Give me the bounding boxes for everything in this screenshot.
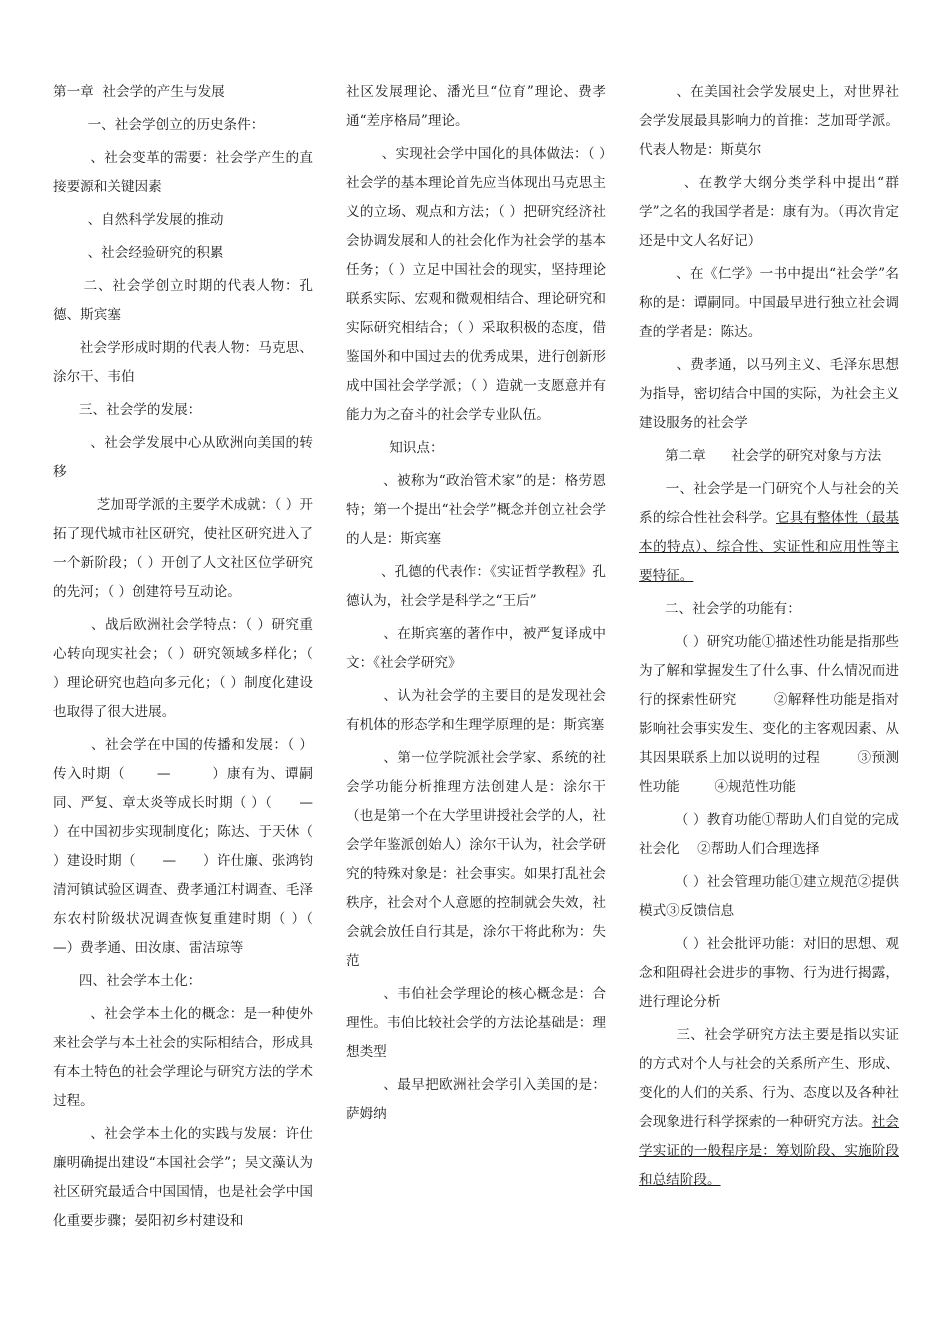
paragraph: 、实现社会学中国化的具体做法：（ ）社会学的基本理论首先应当体现出马克思主义的立场、观点和方法；（ ）把研究经济社会协调发展和人的社会化作为社会学的基本任务；（ ）立足中国社会的现实，坚持理论联系实际、宏观和微观相结合、理论研究和实际研究相结合；（ ）采取积极的态度，借鉴国外和中国过去的优秀成果，进行创新形成中国社会学学派；（ ）造就一支愿意并有能力为之奋斗的社会学专业队伍。 <box>346 146 606 423</box>
paragraph: 三、社会学的发展： <box>53 402 202 418</box>
paragraph: 、社会学本土化的实践与发展：许仕廉明确提出建设“本国社会学”；吴文藻认为社区研究最适合中国国情，也是社会学中国化重要步骤；晏阳初乡村建设和 <box>53 1126 313 1229</box>
paragraph: 一、社会学创立的历史条件： <box>53 117 265 133</box>
paragraph: 芝加哥学派的主要学术成就：（ ）开拓了现代城市社区研究，使社区研究进入了一个新阶段；（ ）开创了人文社区位学研究的先河；（ ）创建符号互动论。 <box>53 497 313 600</box>
paragraph: 二、社会学创立时期的代表人物：孔德、斯宾塞 <box>53 278 314 323</box>
knowledge-points-heading: 知识点： <box>346 440 444 456</box>
paragraph: 、社会学发展中心从欧洲向美国的转移 <box>53 435 313 480</box>
paragraph: （ ）社会批评功能：对旧的思想、观念和阻碍社会进步的事物、行为进行揭露，进行理论分析 <box>639 936 899 1010</box>
paragraph: （ ）社会管理功能①建立规范②提供模式③反馈信息 <box>639 874 899 919</box>
paragraph: （ ）研究功能①描述性功能是指那些为了解和掌握发生了什么事、什么情况而进行的探索性研究 ②解释性功能是指对影响社会事实发生、变化的主客观因素、从其因果联系上加以说明的过程 ③预测性功能 ④规范性功能 <box>639 634 899 795</box>
paragraph: 、孔德的代表作：《实证哲学教程》孔德认为，社会学是科学之“王后” <box>346 564 606 609</box>
paragraph: 、在斯宾塞的著作中，被严复译成中文：《社会学研究》 <box>346 626 606 671</box>
paragraph: 、费孝通，以马列主义、毛泽东思想为指导，密切结合中国的实际，为社会主义建设服务的社会学 <box>639 357 899 431</box>
underlined-text: 它具有整体性（最基本的特点）、综合性、实证性和应用性等主要特征。 <box>639 510 900 584</box>
paragraph: 、在教学大纲分类学科中提出“群学”之名的我国学者是：康有为。（再次肯定还是中文人名好记） <box>639 175 899 249</box>
paragraph: 、社会变革的需要：社会学产生的直接要源和关键因素 <box>53 150 313 195</box>
paragraph: （ ）教育功能①帮助人们自觉的完成社会化 ②帮助人们合理选择 <box>639 812 899 857</box>
chapter-1-title: 第一章 社会学的产生与发展 <box>53 84 225 100</box>
paragraph: 、韦伯社会学理论的核心概念是：合理性。韦伯比较社会学的方法论基础是：理想类型 <box>346 986 606 1060</box>
paragraph: 、社会学在中国的传播和发展：（ ）传入时期（ — ）康有为、谭嗣同、严复、章太炎等成长时期（ ）（ — ）在中国初步实现制度化；陈达、于天休（ ）建设时期（ — ）许仕廉、张鸿钧清河镇试验区调查、费孝通江村调查、毛泽东农村阶级状况调查恢复重建时期（ ）（ —）费孝通、田汝康、雷洁琼等 <box>53 737 348 956</box>
right-column <box>639 78 899 1199</box>
paragraph: 社区发展理论、潘光旦“位育”理论、费孝通“差序格局”理论。 <box>346 84 606 129</box>
paragraph: 、被称为“政治管术家”的是：格劳恩特；第一个提出“社会学”概念并创立社会学的人是：斯宾塞 <box>346 473 606 547</box>
chapter-2-title: 第二章 社会学的研究对象与方法 <box>639 448 882 464</box>
paragraph: 、最早把欧洲社会学引入美国的是：萨姆纳 <box>346 1077 606 1122</box>
paragraph <box>639 475 899 591</box>
middle-column <box>346 78 606 1133</box>
paragraph: 、战后欧洲社会学特点：（ ）研究重心转向现实社会；（ ）研究领域多样化；（ ）理论研究也趋向多元化；（ ）制度化建设也取得了很大进展。 <box>53 617 318 720</box>
left-column <box>53 78 348 1240</box>
paragraph: 、在《仁学》一书中提出“社会学”名称的是：谭嗣同。中国最早进行独立社会调查的学者是：陈达。 <box>639 266 899 340</box>
paragraph: 四、社会学本土化： <box>53 973 202 989</box>
paragraph: 、认为社会学的主要目的是发现社会有机体的形态学和生理学原理的是：斯宾塞 <box>346 688 606 733</box>
paragraph: 、社会经验研究的积累 <box>53 245 224 261</box>
sentence: 一、社会学是一门研究个人与社会的关系的综合性社会科学。 <box>639 481 900 526</box>
paragraph: 、自然科学发展的推动 <box>53 212 224 228</box>
paragraph: 、第一位学院派社会学家、系统的社会学功能分析推理方法创建人是：涂尔干（也是第一个在大学里讲授社会学的人，社会学年鉴派创始人）涂尔干认为，社会学研究的特殊对象是：社会事实。如果打乱社会秩序，社会对个人意愿的控制就会失效，社会就会放任自行其是，涂尔干将此称为：失范 <box>346 750 606 969</box>
paragraph: 、在美国社会学发展史上，对世界社会学发展最具影响力的首推：芝加哥学派。代表人物是：斯莫尔 <box>639 84 899 158</box>
underlined-text: 社会学实证的一般程序是：筹划阶段、实施阶段和总结阶段。 <box>639 1114 900 1188</box>
paragraph <box>639 1021 899 1195</box>
sentence: 三、社会学研究方法主要是指以实证的方式对个人与社会的关系所产生、形成、变化的人们的关系、行为、态度以及各种社会现象进行科学探索的一种研究方法。 <box>639 1027 899 1130</box>
paragraph: 、社会学本土化的概念：是一种使外来社会学与本土社会的实际相结合，形成具有本土特色的社会学理论与研究方法的学术过程。 <box>53 1006 313 1109</box>
paragraph: 社会学形成时期的代表人物：马克思、涂尔干、韦伯 <box>53 340 314 385</box>
paragraph: 二、社会学的功能有： <box>639 601 801 617</box>
